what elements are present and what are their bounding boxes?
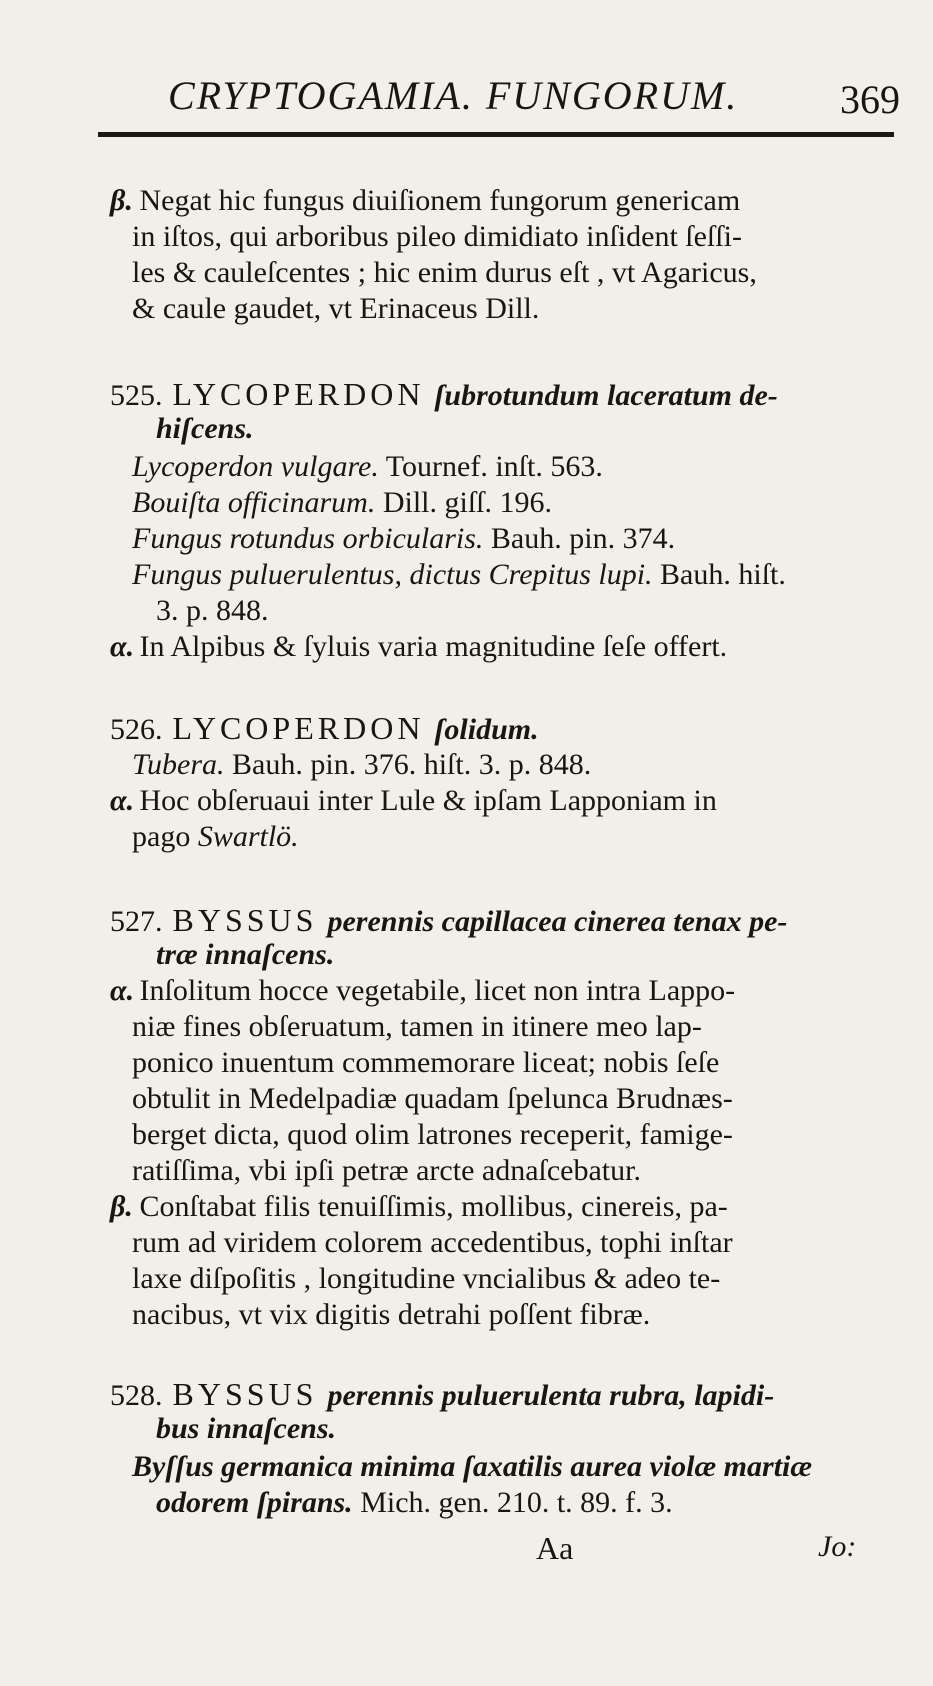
entry-527-note-beta: β. Conſtabat filis tenuiſſimis, mollibus, cinereis, pa- (110, 1190, 728, 1223)
catchword: Jo: (818, 1530, 857, 1563)
header-rule (98, 132, 894, 137)
note-marker: α. (110, 630, 135, 663)
beta-note-line: les & cauleſcentes ; hic enim durus eſt , vt Agaricus, (132, 256, 757, 289)
entry-527-note-alpha: ponico inuentum commemorare liceat; nobis ſeſe (132, 1046, 720, 1079)
beta-note-line: & caule gaudet, vt Erinaceus Dill. (132, 292, 540, 325)
entry-number: 528. (110, 1379, 163, 1412)
reference-continuation: 3. p. 848. (156, 594, 269, 627)
diagnosis: perennis capillacea cinerea tenax pe- (327, 905, 788, 938)
entry-527-note-alpha: ratiſſima, vbi ipſi petræ arcte adnaſcebatur. (132, 1154, 641, 1187)
entry-527-note-alpha: obtulit in Medelpadiæ quadam ſpelunca Brudnæs- (132, 1082, 733, 1115)
entry-number: 525. (110, 379, 163, 412)
entry-526-heading (110, 712, 539, 745)
entry-528-heading (110, 1378, 774, 1411)
running-head: CRYPTOGAMIA. FUNGORUM. (168, 73, 739, 118)
entry-527-note-beta: nacibus, vt vix digitis detrahi poſſent fibræ. (132, 1298, 651, 1331)
beta-note-line: in iſtos, qui arboribus pileo dimidiato inſident ſeſſi- (132, 220, 742, 253)
synonym-line: Fungus puluerulentus, dictus Crepitus lupi. Bauh. hiſt. (132, 558, 786, 591)
entry-527-note-beta: rum ad viridem colorem accedentibus, tophi inſtar (132, 1226, 733, 1259)
genus-name: LYCOPERDON (172, 376, 425, 412)
genus-name: BYSSUS (172, 1376, 318, 1412)
entry-527-note-beta: laxe diſpoſitis , longitudine vncialibus & adeo te- (132, 1262, 721, 1295)
entry-525-heading (110, 378, 778, 411)
diagnosis: ſolidum. (434, 713, 539, 746)
entry-527-note-alpha: berget dicta, quod olim latrones receperit, famige- (132, 1118, 733, 1151)
genus-name: BYSSUS (172, 902, 318, 938)
entry-526-note: pago Swartlö. (132, 820, 299, 853)
genus-name: LYCOPERDON (172, 710, 425, 746)
note-marker: α. (110, 974, 135, 1007)
entry-527-diagnosis: træ innaſcens. (156, 938, 335, 971)
beta-note-line: β. Negat hic fungus diuiſionem fungorum genericam (110, 184, 741, 217)
entry-526-note: α. Hoc obſeruaui inter Lule & ipſam Lapponiam in (110, 784, 717, 817)
synonym-line: Lycoperdon vulgare. Tournef. inſt. 563. (132, 450, 603, 483)
entry-528-diagnosis: bus innaſcens. (156, 1412, 337, 1445)
entry-527-heading (110, 904, 787, 937)
entry-number: 527. (110, 905, 163, 938)
entry-527-note-alpha: niæ fines obſeruatum, tamen in itinere meo lap- (132, 1010, 702, 1043)
synonym-line: Tubera. Bauh. pin. 376. hiſt. 3. p. 848. (132, 748, 592, 781)
page-number: 369 (840, 77, 900, 122)
synonym-line: Byſſus germanica minima ſaxatilis aurea violæ martiæ (132, 1450, 813, 1483)
synonym-line: Fungus rotundus orbicularis. Bauh. pin. 374. (132, 522, 676, 555)
entry-527-note-alpha: α. Inſolitum hocce vegetabile, licet non intra Lappo- (110, 974, 736, 1007)
entry-number: 526. (110, 713, 163, 746)
diagnosis: perennis puluerulenta rubra, lapidi- (327, 1379, 775, 1412)
note-marker: β. (110, 1190, 133, 1223)
entry-525-note: α. In Alpibus & ſyluis varia magnitudine ſeſe offert. (110, 630, 728, 663)
note-marker: β. (110, 184, 133, 217)
synonym-line: odorem ſpirans. Mich. gen. 210. t. 89. f. 3. (156, 1486, 673, 1519)
signature-mark: Aa (536, 1530, 574, 1566)
note-marker: α. (110, 784, 135, 817)
diagnosis: ſubrotundum laceratum de- (434, 379, 778, 412)
entry-525-diagnosis: hiſcens. (156, 412, 254, 445)
synonym-line: Bouiſta officinarum. Dill. giſſ. 196. (132, 486, 553, 519)
